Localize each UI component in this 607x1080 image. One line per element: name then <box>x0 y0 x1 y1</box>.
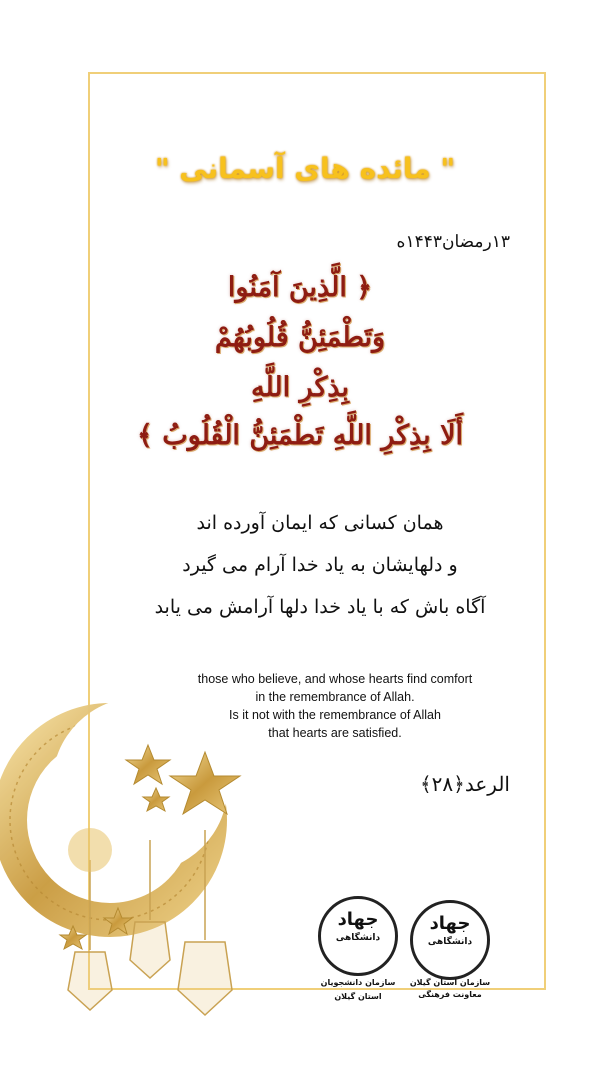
logo-left-caption-1: سازمان دانشجویان <box>320 978 396 987</box>
logo-sub: دانشگاهی <box>335 933 381 943</box>
verse-line-2: وَتَطْمَئِنُّ قُلُوبُهُمْ <box>214 322 386 353</box>
crescent-lantern-illustration <box>0 690 250 1080</box>
verse-line-1: ﴿ الَّذِینَ آمَنُوا <box>227 272 373 303</box>
persian-line-1: همان کسانی که ایمان آورده اند <box>196 512 444 534</box>
date-label: ۱۳رمضان۱۴۴۳ه <box>396 232 510 252</box>
english-line-2: in the remembrance of Allah. <box>255 690 415 704</box>
surah-reference: الرعد﴿۲۸﴾ <box>419 772 510 796</box>
persian-line-2: و دلهایشان به یاد خدا آرام می گیرد <box>182 554 458 576</box>
english-line-1: those who believe, and whose hearts find comfort <box>197 672 473 686</box>
verse-line-3: بِذِکْرِ اللَّهِ <box>251 372 349 403</box>
logo-right-caption-1: سازمان استان گیلان <box>409 978 491 987</box>
logo-right-caption-2: معاونت فرهنگی <box>418 990 482 999</box>
english-line-3: Is it not with the remembrance of Allah <box>229 708 441 722</box>
jahad-students-logo <box>318 896 398 976</box>
logo-name: جهاد <box>337 909 379 930</box>
english-line-4: that hearts are satisfied. <box>268 726 402 740</box>
logo-sub: دانشگاهی <box>427 937 473 947</box>
persian-line-3: آگاه باش که با یاد خدا دلها آرامش می یابد <box>154 596 486 618</box>
logo-name: جهاد <box>429 913 471 934</box>
verse-line-4: أَلَا بِذِکْرِ اللَّهِ تَطْمَئِنُّ الْقُلُوبُ ﴾ <box>137 420 463 451</box>
logo-left-caption-2: استان گیلان <box>334 992 382 1001</box>
page-title: " مائده های آسمانی " <box>154 152 456 185</box>
crescent-moon-icon <box>10 720 210 920</box>
jahad-culture-logo <box>410 900 490 980</box>
